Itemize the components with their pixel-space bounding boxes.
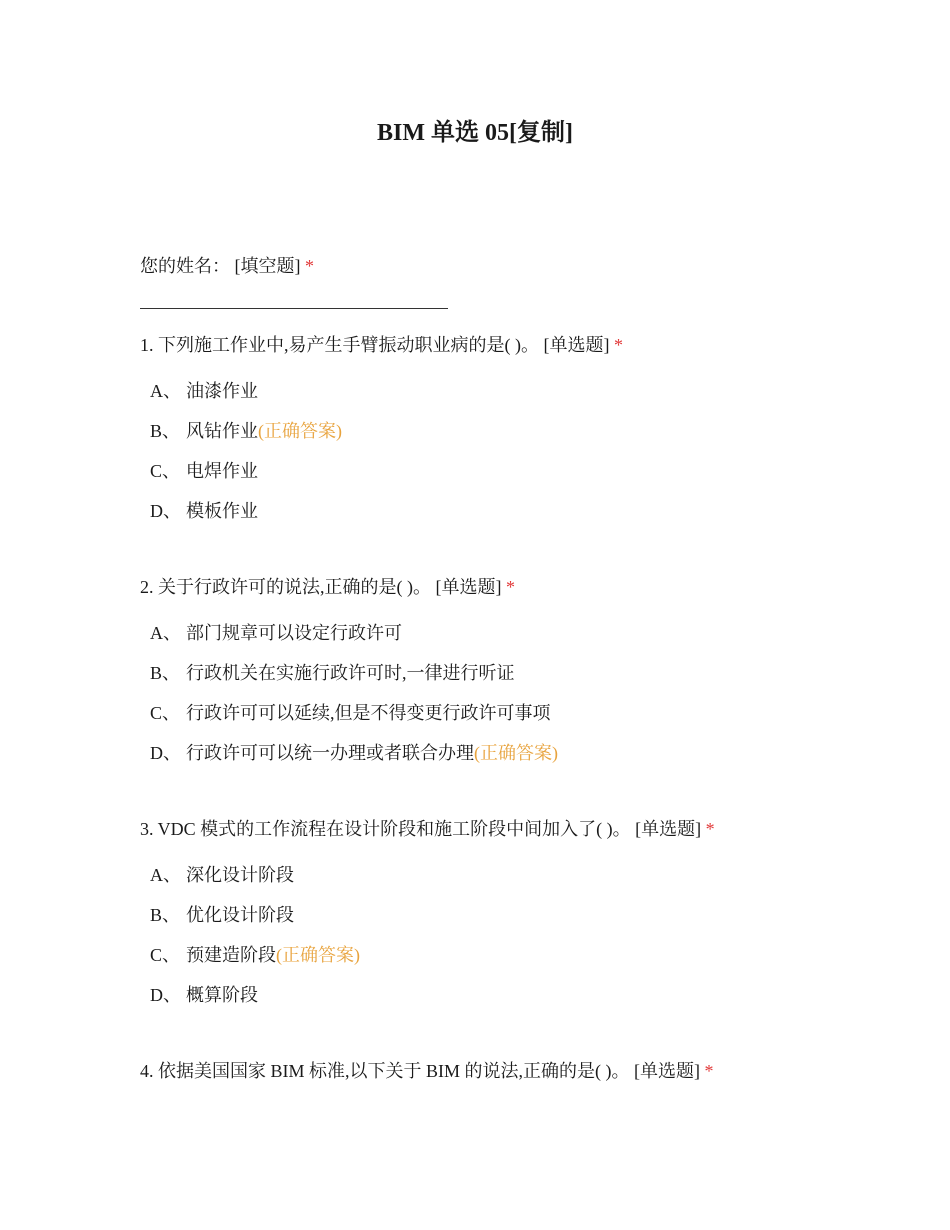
option-text: 行政许可可以延续,但是不得变更行政许可事项 (186, 703, 551, 723)
name-question (140, 252, 314, 278)
option-text: 部门规章可以设定行政许可 (186, 623, 402, 643)
option-d[interactable] (140, 975, 840, 1015)
required-star: * (614, 335, 623, 355)
question-title (140, 575, 840, 599)
required-star: * (705, 819, 715, 839)
option-letter: D、 (150, 985, 181, 1005)
option-letter: C、 (150, 703, 181, 723)
name-answer-line[interactable] (140, 308, 448, 309)
option-letter: C、 (150, 461, 181, 481)
question-title (140, 817, 840, 841)
option-text: 风钻作业 (186, 421, 258, 441)
option-text: 模板作业 (186, 501, 258, 521)
option-a[interactable] (140, 855, 840, 895)
option-c[interactable] (140, 935, 840, 975)
correct-answer-marker: (正确答案) (474, 743, 558, 763)
question-title (140, 1059, 840, 1083)
option-list (140, 371, 840, 531)
question-1 (140, 333, 840, 531)
question-text: 2. 关于行政许可的说法,正确的是( )。 (140, 577, 431, 597)
question-text: 3. VDC 模式的工作流程在设计阶段和施工阶段中间加入了( )。 (140, 819, 631, 839)
question-type: [单选题] (635, 819, 702, 839)
question-title (140, 333, 840, 357)
option-text: 油漆作业 (186, 381, 258, 401)
option-letter: C、 (150, 945, 181, 965)
option-letter: D、 (150, 743, 181, 763)
option-letter: B、 (150, 663, 181, 683)
option-b[interactable] (140, 895, 840, 935)
option-letter: A、 (150, 865, 181, 885)
question-type: [单选题] (634, 1061, 700, 1081)
option-text: 概算阶段 (186, 985, 258, 1005)
question-text: 1. 下列施工作业中,易产生手臂振动职业病的是( )。 (140, 335, 539, 355)
option-c[interactable] (140, 451, 840, 491)
question-type: [单选题] (435, 577, 502, 597)
option-b[interactable] (140, 653, 840, 693)
option-list (140, 855, 840, 1015)
option-letter: A、 (150, 381, 181, 401)
option-letter: B、 (150, 421, 181, 441)
name-label: 您的姓名： (140, 256, 230, 276)
option-d[interactable] (140, 733, 840, 773)
option-b[interactable] (140, 411, 840, 451)
required-star: * (506, 577, 515, 597)
required-star: * (704, 1061, 714, 1081)
question-2 (140, 575, 840, 773)
correct-answer-marker: (正确答案) (276, 945, 360, 965)
question-text: 4. 依据美国国家 BIM 标准,以下关于 BIM 的说法,正确的是( )。 (140, 1061, 630, 1081)
option-text: 行政许可可以统一办理或者联合办理 (186, 743, 474, 763)
option-text: 深化设计阶段 (186, 865, 294, 885)
correct-answer-marker: (正确答案) (258, 421, 342, 441)
question-type: [单选题] (543, 335, 610, 355)
question-4 (140, 1059, 840, 1083)
option-letter: A、 (150, 623, 181, 643)
option-d[interactable] (140, 491, 840, 531)
question-3 (140, 817, 840, 1015)
required-star: * (305, 256, 314, 276)
option-a[interactable] (140, 371, 840, 411)
option-text: 电焊作业 (186, 461, 258, 481)
option-list (140, 613, 840, 773)
option-text: 优化设计阶段 (186, 905, 294, 925)
option-c[interactable] (140, 693, 840, 733)
option-text: 行政机关在实施行政许可时,一律进行听证 (186, 663, 515, 683)
option-letter: B、 (150, 905, 181, 925)
option-text: 预建造阶段 (186, 945, 276, 965)
question-type: [填空题] (234, 256, 301, 276)
page-title: BIM 单选 05[复制] (377, 120, 573, 146)
option-letter: D、 (150, 501, 181, 521)
option-a[interactable] (140, 613, 840, 653)
